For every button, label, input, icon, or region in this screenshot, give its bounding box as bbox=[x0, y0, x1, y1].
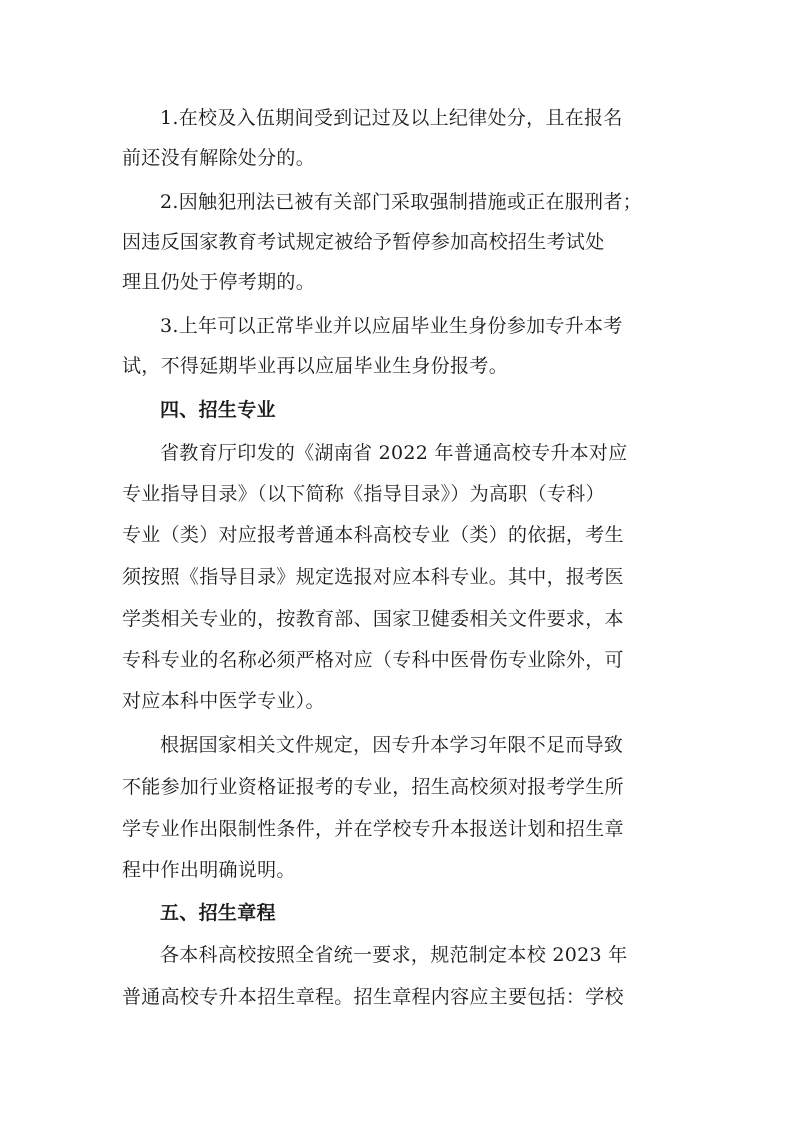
text-line: 专科专业的名称必须严格对应（专科中医骨伤专业除外，可 bbox=[122, 649, 624, 671]
text-line: 学专业作出限制性条件，并在学校专升本报送计划和招生章 bbox=[122, 818, 624, 840]
text-line: 专业指导目录》（以下简称《指导目录》）为高职（专科） bbox=[122, 483, 605, 505]
text-line: 试，不得延期毕业再以应届毕业生身份报考。 bbox=[122, 355, 509, 377]
text-line: 对应本科中医学专业）。 bbox=[122, 690, 325, 712]
text-line: 各本科高校按照全省统一要求，规范制定本校 2023 年 bbox=[160, 944, 628, 966]
text-line: 省教育厅印发的《湖南省 2022 年普通高校专升本对应 bbox=[160, 442, 628, 464]
text-line: 程中作出明确说明。 bbox=[122, 859, 296, 881]
text-line: 3.上年可以正常毕业并以应届毕业生身份参加专升本考 bbox=[160, 315, 623, 337]
text-line: 2.因触犯刑法已被有关部门采取强制措施或正在服刑者； bbox=[160, 191, 642, 213]
text-line: 须按照《指导目录》规定选报对应本科专业。其中，报考医 bbox=[122, 566, 624, 588]
section-heading: 四、招生专业 bbox=[160, 399, 276, 421]
text-line: 因违反国家教育考试规定被给予暂停参加高校招生考试处 bbox=[122, 231, 605, 253]
text-line: 理且仍处于停考期的。 bbox=[122, 271, 316, 293]
text-line: 学类相关专业的，按教育部、国家卫健委相关文件要求，本 bbox=[122, 608, 624, 630]
section-heading: 五、招生章程 bbox=[160, 902, 276, 924]
text-line: 1.在校及入伍期间受到记过及以上纪律处分，且在报名 bbox=[160, 107, 623, 129]
text-line: 普通高校专升本招生章程。招生章程内容应主要包括：学校 bbox=[122, 986, 624, 1008]
text-line: 不能参加行业资格证报考的专业，招生高校须对报考学生所 bbox=[122, 776, 624, 798]
text-line: 根据国家相关文件规定，因专升本学习年限不足而导致 bbox=[160, 734, 624, 756]
text-line: 前还没有解除处分的。 bbox=[122, 147, 316, 169]
text-line: 专业（类）对应报考普通本科高校专业（类）的依据，考生 bbox=[122, 524, 624, 546]
